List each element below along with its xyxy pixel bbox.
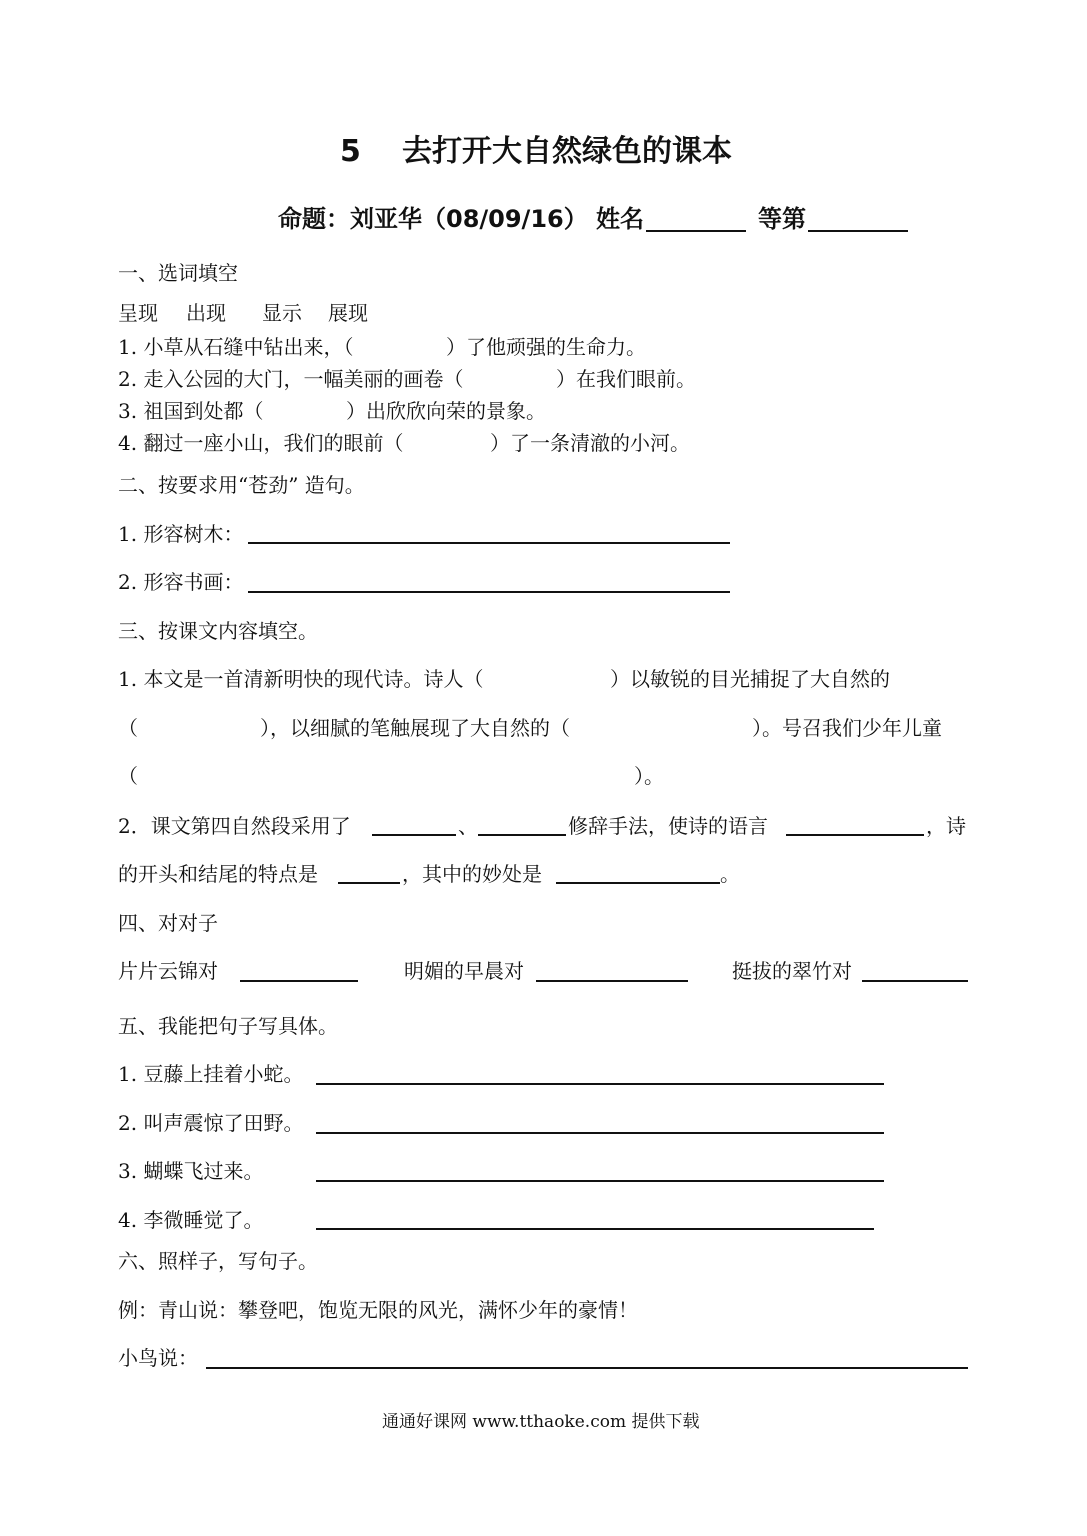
section-3-heading: 三、按课文内容填空。	[118, 619, 318, 643]
s2-q1-label: 1. 形容树木：	[118, 522, 244, 546]
author-info: 命题：刘亚华（08/09/16）	[278, 205, 588, 233]
s3-blank-3[interactable]	[786, 834, 924, 836]
section-2-heading: 二、按要求用“苍劲” 造句。	[118, 473, 365, 497]
s2-q2-label: 2. 形容书画：	[118, 570, 244, 594]
s2-q1-answer-line[interactable]	[248, 542, 730, 544]
s3-blank-2[interactable]	[478, 834, 566, 836]
section-6-heading: 六、照样子，写句子。	[118, 1249, 318, 1273]
couplet-2: 明媚的早晨对	[404, 959, 524, 983]
section-1-heading: 一、选词填空	[118, 261, 238, 285]
s1-q3-text: 3. 祖国到处都（	[118, 399, 264, 423]
s5-q3: 3. 蝴蝶飞过来。	[118, 1159, 264, 1183]
s3-line1: 1. 本文是一首清新明快的现代诗。诗人（	[118, 667, 484, 691]
footer-text: 通通好课网 www.tthaoke.com 提供下载	[382, 1412, 700, 1432]
page-number: 5	[340, 134, 361, 169]
s5-q2-answer-line[interactable]	[316, 1132, 884, 1134]
page-title: 去打开大自然绿色的课本	[402, 134, 732, 169]
s3-line2-end: ）。号召我们少年儿童	[752, 716, 942, 740]
couplet-3-blank[interactable]	[862, 980, 968, 982]
s3-line2-mid: ），以细腻的笔触展现了大自然的（	[260, 716, 570, 740]
s3-blank-5[interactable]	[556, 882, 720, 884]
s3-line3-end: ）。	[634, 764, 664, 788]
s2-q2-answer-line[interactable]	[248, 591, 730, 593]
s1-q4-text: 4. 翻过一座小山，我们的眼前（	[118, 431, 404, 455]
word-option: 呈现	[118, 301, 158, 325]
s1-q1-text: 1. 小草从石缝中钻出来，（	[118, 335, 354, 359]
s3-line5-mid: ，其中的妙处是	[402, 862, 542, 886]
word-option: 显示	[262, 301, 302, 325]
s1-q3-text-end: ）出欣欣向荣的景象。	[346, 399, 546, 423]
s1-q2-text-end: ）在我们眼前。	[556, 367, 696, 391]
section-5-heading: 五、我能把句子写具体。	[118, 1014, 338, 1038]
s5-q2: 2. 叫声震惊了田野。	[118, 1111, 304, 1135]
s5-q4-answer-line[interactable]	[316, 1228, 874, 1230]
s5-q1: 1. 豆藤上挂着小蛇。	[118, 1062, 304, 1086]
s5-q4: 4. 李微睡觉了。	[118, 1208, 264, 1232]
s3-line4-mid: 修辞手法，使诗的语言	[568, 814, 768, 838]
s3-line5-text: 的开头和结尾的特点是	[118, 862, 318, 886]
s3-line4-end: ，诗	[926, 814, 966, 838]
name-label: 姓名	[596, 205, 644, 233]
word-option: 展现	[328, 301, 368, 325]
s6-answer-line[interactable]	[206, 1367, 968, 1369]
name-blank[interactable]	[646, 230, 746, 232]
s5-q3-answer-line[interactable]	[316, 1180, 884, 1182]
s1-q1-text-end: ）了他顽强的生命力。	[446, 335, 646, 359]
s5-q1-answer-line[interactable]	[316, 1083, 884, 1085]
s3-blank-4[interactable]	[338, 882, 400, 884]
s3-line5-end: 。	[720, 862, 740, 886]
s6-example: 例：青山说：攀登吧，饱览无限的风光，满怀少年的豪情！	[118, 1298, 638, 1322]
s3-line3-open: （	[118, 764, 138, 788]
s3-blank-1[interactable]	[372, 834, 456, 836]
grade-blank[interactable]	[808, 230, 908, 232]
s3-line4-text: 2．课文第四自然段采用了	[118, 814, 351, 838]
s1-q2-text: 2. 走入公园的大门，一幅美丽的画卷（	[118, 367, 464, 391]
couplet-3: 挺拔的翠竹对	[732, 959, 852, 983]
word-option: 出现	[186, 301, 226, 325]
couplet-1: 片片云锦对	[118, 959, 218, 983]
grade-label: 等第	[758, 205, 806, 233]
couplet-2-blank[interactable]	[536, 980, 688, 982]
s3-line4-sep: 、	[458, 814, 478, 838]
s1-q4-text-end: ）了一条清澈的小河。	[490, 431, 690, 455]
section-4-heading: 四、对对子	[118, 911, 218, 935]
s3-line2-open: （	[118, 716, 138, 740]
couplet-1-blank[interactable]	[240, 980, 358, 982]
s6-prompt: 小鸟说：	[118, 1346, 198, 1370]
s3-line1-end: ）以敏锐的目光捕捉了大自然的	[610, 667, 890, 691]
